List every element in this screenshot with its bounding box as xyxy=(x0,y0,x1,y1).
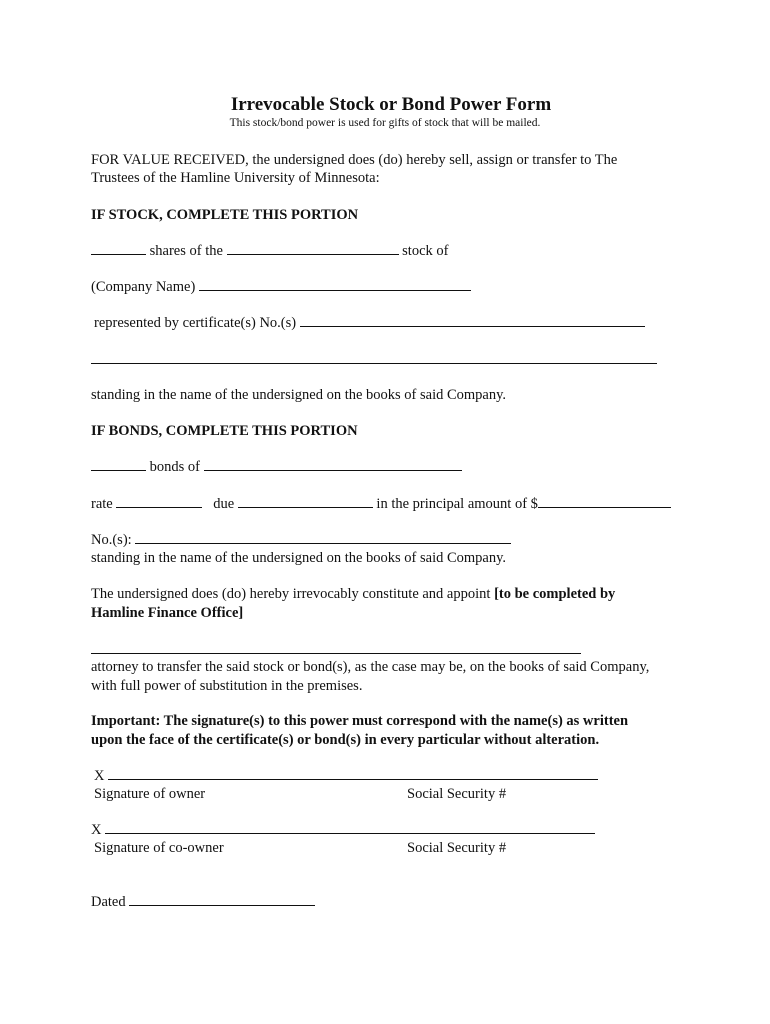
shares-row xyxy=(91,242,448,260)
company-name-label: (Company Name) xyxy=(91,279,196,295)
dated-blank[interactable] xyxy=(129,893,315,906)
coowner-signature-blank[interactable] xyxy=(105,821,595,834)
bonds-row xyxy=(91,458,462,476)
certificate-label: represented by certificate(s) No.(s) xyxy=(94,315,297,331)
dated-label: Dated xyxy=(91,894,126,910)
coowner-ssn-label: Social Security # xyxy=(407,840,507,856)
owner-signature-label: Signature of owner xyxy=(94,786,206,802)
attorney-line-1: attorney to transfer the said stock or bond(s), as the case may be, on the books of said Company, xyxy=(91,659,650,675)
dated-row xyxy=(91,893,315,911)
principal-label: in the principal amount of $ xyxy=(376,496,538,512)
important-line-1: Important: The signature(s) to this power must correspond with the name(s) as written xyxy=(91,713,629,729)
bond-section-heading: IF BONDS, COMPLETE THIS PORTION xyxy=(91,423,358,439)
bonds-count-blank[interactable] xyxy=(91,458,146,471)
owner-ssn-label: Social Security # xyxy=(407,786,507,802)
shares-count-blank[interactable] xyxy=(91,242,146,255)
important-line-2: upon the face of the certificate(s) or bond(s) in every particular without alteration. xyxy=(91,732,600,748)
due-label: due xyxy=(213,496,235,512)
appointment-row xyxy=(91,585,615,603)
bond-issuer-blank[interactable] xyxy=(204,458,462,471)
coowner-x-mark: X xyxy=(91,822,102,838)
owner-signature-row xyxy=(94,767,598,785)
certificate-row xyxy=(94,314,645,332)
certificate-continued-blank[interactable] xyxy=(91,363,657,364)
coowner-signature-label: Signature of co-owner xyxy=(94,840,224,856)
stock-of-label: stock of xyxy=(402,243,449,259)
form-subtitle: This stock/bond power is used for gifts of stock that will be mailed. xyxy=(229,117,541,129)
owner-x-mark: X xyxy=(94,768,105,784)
attorney-line-2: with full power of substitution in the premises. xyxy=(91,678,363,694)
coowner-signature-row xyxy=(91,821,595,839)
company-row xyxy=(91,278,471,296)
stock-standing-text: standing in the name of the undersigned on the books of said Company. xyxy=(91,387,507,403)
shares-of-the-label: shares of the xyxy=(149,243,223,259)
appointment-bold-line-2: Hamline Finance Office] xyxy=(91,605,244,621)
bond-numbers-label: No.(s): xyxy=(91,532,132,548)
bond-numbers-row xyxy=(91,531,511,549)
rate-row xyxy=(91,495,671,513)
appointment-bold-text: [to be completed by xyxy=(494,586,616,602)
appointment-text: The undersigned does (do) hereby irrevocably constitute and appoint xyxy=(91,586,495,602)
attorney-name-blank[interactable] xyxy=(91,653,581,654)
bonds-of-label: bonds of xyxy=(149,459,200,475)
owner-signature-blank[interactable] xyxy=(108,767,598,780)
intro-line-1: FOR VALUE RECEIVED, the undersigned does (do) hereby sell, assign or transfer to The xyxy=(91,152,618,168)
intro-line-2: Trustees of the Hamline University of Minnesota: xyxy=(91,170,380,186)
rate-label: rate xyxy=(91,496,113,512)
bond-standing-text: standing in the name of the undersigned on the books of said Company. xyxy=(91,550,507,566)
company-name-blank[interactable] xyxy=(199,278,471,291)
stock-section-heading: IF STOCK, COMPLETE THIS PORTION xyxy=(91,207,359,223)
principal-amount-blank[interactable] xyxy=(538,495,671,508)
bond-numbers-blank[interactable] xyxy=(135,531,511,544)
form-title: Irrevocable Stock or Bond Power Form xyxy=(230,94,552,115)
due-blank[interactable] xyxy=(238,495,373,508)
stock-class-blank[interactable] xyxy=(227,242,399,255)
rate-blank[interactable] xyxy=(116,495,202,508)
certificate-blank[interactable] xyxy=(300,314,645,327)
